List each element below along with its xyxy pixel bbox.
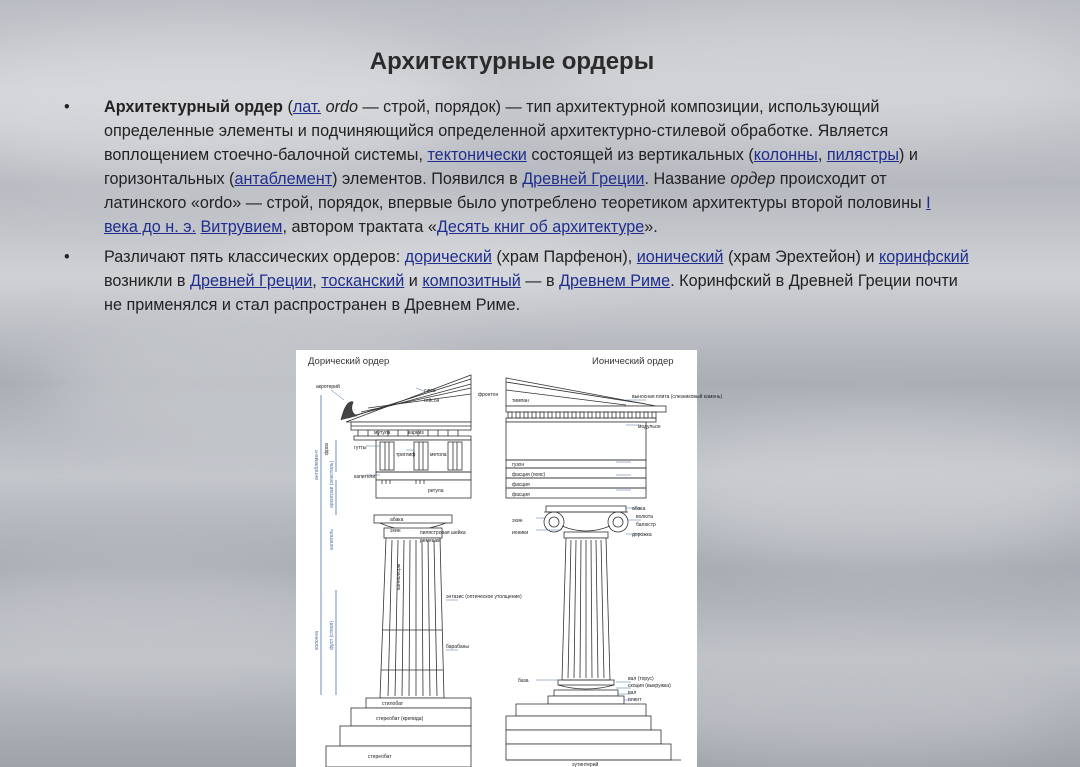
orders-diagram-svg — [296, 350, 723, 767]
slide-body — [64, 95, 969, 323]
label-val-torus: вал (торус) — [628, 676, 654, 682]
label-fascia-poyas: фасция (пояс) — [512, 472, 546, 478]
label-balyustr: балюстр — [636, 522, 656, 528]
link-tectonically[interactable]: тектонически — [427, 146, 527, 164]
text: , — [312, 272, 322, 290]
label-friz: фриз — [324, 443, 330, 455]
text: ». — [644, 218, 658, 236]
doric-title: Дорический ордер — [308, 356, 390, 367]
bullet-dot: • — [64, 248, 70, 266]
label-ionic-ekhin: эхин — [512, 518, 523, 524]
label-ionic-abaka: абака — [632, 506, 646, 512]
term-order: Архитектурный ордер — [104, 98, 283, 116]
cloud-shape — [640, 640, 1060, 760]
label-guzon: гузон — [512, 462, 525, 468]
text: ) и горизонтальных ( — [104, 146, 918, 188]
label-sima: сима — [424, 388, 436, 394]
text: Различают пять классических ордеров: — [104, 248, 405, 266]
label-fronton: фронтон — [478, 392, 499, 398]
term-order-italic: ордер — [730, 170, 776, 188]
text: происходит от латинского «ordo» — строй, порядок, впервые было употреблено теоретиком архитектуры второй половины — [104, 170, 927, 212]
orders-diagram — [296, 350, 723, 767]
text: и — [404, 272, 423, 290]
label-shejka: пилястровая шейка — [420, 530, 466, 536]
link-composite[interactable]: композитный — [422, 272, 521, 290]
text: возникли в — [104, 272, 190, 290]
link-ten-books[interactable]: Десять книг об архитектуре — [436, 218, 645, 236]
text: . Название — [644, 170, 731, 188]
text: — строй, порядок) — тип архитектурной композиции, использующий определенные элементы и подчиняющийся определенной архитектурно-стилевой обработке. Является воплощением стоечно-балочной системы, — [104, 98, 889, 164]
text: (храм Эрехтейон) и — [723, 248, 879, 266]
label-skotsiya: скоция (выкружка) — [628, 683, 671, 689]
label-kolonna: колонна — [314, 631, 320, 650]
label-entazis: энтазис (оптическое утолщение) — [446, 594, 522, 600]
link-ancient-greece-2[interactable]: Древней Греции — [190, 272, 313, 290]
slide-title: Архитектурные ордеры — [369, 48, 655, 75]
cloud-shape — [680, 420, 1080, 560]
label-modulon: модульон — [638, 424, 661, 430]
label-plint: плинт — [628, 697, 642, 703]
label-geyson: гейсон — [424, 398, 440, 404]
cloud-shape — [0, 560, 340, 680]
label-metopa: метопа — [430, 452, 447, 458]
term-ordo: ordo — [325, 98, 358, 116]
label-vynosnaya-plita: выносная плита (слезниковый камень) — [632, 394, 723, 400]
label-ekhin: эхин — [390, 528, 401, 534]
label-ioniki: ионики — [512, 530, 529, 536]
label-kapiteli: капители — [354, 474, 376, 480]
bullet-dot: • — [64, 98, 70, 116]
label-val: вал — [628, 690, 637, 696]
link-corinthian[interactable]: коринфский — [878, 248, 969, 266]
text: . Коринфский в Древней Греции почти не применялся и стал распространен в Древнем Риме. — [104, 272, 958, 314]
label-remeshki: ремешки — [420, 538, 441, 544]
label-abaka: абака — [390, 517, 404, 523]
link-doric[interactable]: дорический — [404, 248, 492, 266]
link-entablature[interactable]: антаблемент — [234, 170, 333, 188]
link-lat[interactable]: лат. — [292, 98, 322, 116]
label-fust: фуст (ствол) — [329, 621, 335, 650]
link-first-century-bc[interactable]: I века до н. э. — [104, 194, 931, 236]
text: , автором трактата « — [282, 218, 437, 236]
bullet-five-orders — [64, 245, 969, 317]
ionic-title: Ионический ордер — [592, 356, 674, 367]
link-ancient-greece[interactable]: Древней Греции — [522, 170, 645, 188]
label-fascia-3: фасция — [512, 492, 530, 498]
link-vitruvius[interactable]: Витрувием — [200, 218, 283, 236]
label-stereobat-krepida: стереобат (крепида) — [376, 716, 424, 722]
text: ) элементов. Появился в — [332, 170, 523, 188]
label-gutty: гутты — [354, 445, 367, 451]
link-columns[interactable]: колонны — [753, 146, 818, 164]
label-timpan: тимпан — [512, 398, 529, 404]
label-dorozhka: дорожка — [632, 532, 652, 538]
label-akroteriy: акротерий — [316, 384, 340, 390]
label-triglif: триглиф — [396, 452, 416, 458]
label-regula: регула — [428, 488, 444, 494]
label-kapitel: капитель — [329, 529, 335, 550]
link-tuscan[interactable]: тосканский — [321, 272, 405, 290]
label-arkhitrav: архитрав (эпистиль) — [329, 460, 335, 508]
label-eutinteriy: эутинтерий — [572, 762, 599, 767]
label-kannelyury: каннелюры — [396, 563, 402, 590]
link-ionic[interactable]: ионический — [636, 248, 724, 266]
label-barabany: барабаны — [446, 644, 469, 650]
label-stereobat: стереобат — [368, 754, 392, 760]
bullet-definition — [64, 95, 969, 239]
text: ( — [282, 98, 293, 116]
label-mutula: мутула — [374, 430, 391, 436]
text: — в — [520, 272, 560, 290]
text: (храм Парфенон), — [491, 248, 637, 266]
text: , — [817, 146, 827, 164]
label-stilobat: стилобат — [382, 701, 404, 707]
label-karniz: карниз — [408, 430, 424, 436]
label-voluta: волюта — [636, 514, 653, 520]
label-fascia-2: фасция — [512, 482, 530, 488]
link-pilasters[interactable]: пилястры — [826, 146, 899, 164]
link-ancient-rome[interactable]: Древнем Риме — [559, 272, 671, 290]
label-antablement: антаблемент — [314, 449, 320, 480]
label-baza: база — [518, 678, 529, 684]
text: состоящей из вертикальных ( — [526, 146, 754, 164]
